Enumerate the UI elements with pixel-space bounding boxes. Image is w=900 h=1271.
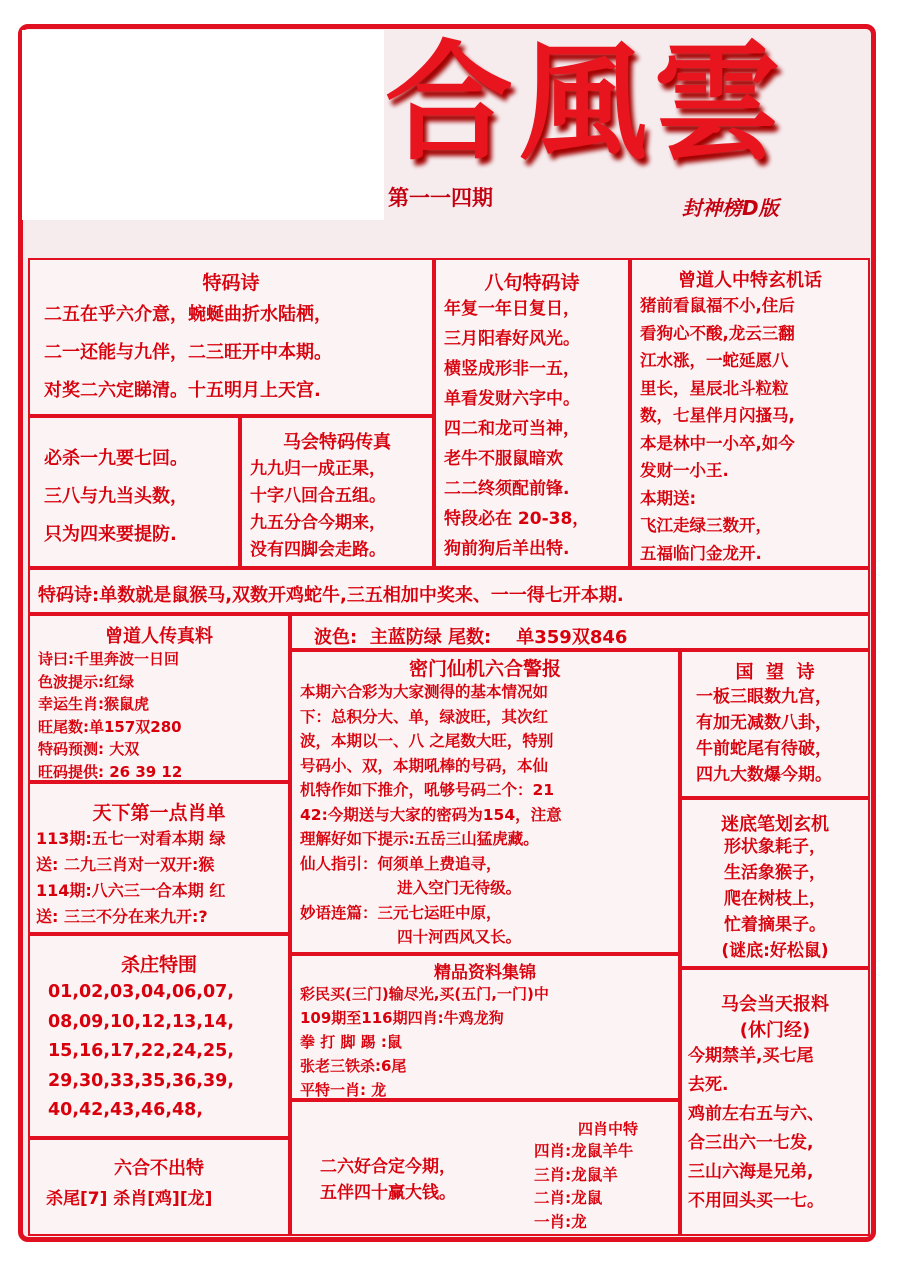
bajue-line: 四二和龙可当神，	[444, 419, 580, 439]
zdr-fax-line: 诗曰:千里奔波一日回	[38, 650, 179, 668]
buchu-text: 杀尾[7] 杀肖[鸡][龙]	[46, 1189, 213, 1209]
xuanji-line: 江水涨，一蛇延愿八	[640, 351, 789, 370]
mimen-line: 机特作如下推介，吼够号码二个：21	[300, 781, 555, 799]
mimen-line: 波，本期以一、八 之尾数大旺，特别	[300, 732, 554, 750]
bajue-line: 单看发财六字中。	[444, 389, 580, 409]
tianxia-panel	[28, 782, 290, 934]
tianxia-lines	[36, 826, 288, 930]
xuanji-line: 飞江走绿三数开，	[640, 516, 772, 535]
tema-poem-line: 对奖二六定睇清。十五明月上天宫.	[44, 380, 321, 401]
tema-poem-line: 二一还能与九伴，二三旺开中本期。	[44, 342, 332, 363]
guowang-line: 四九大数爆今期。	[696, 765, 832, 785]
masthead-title: 合風雲	[385, 28, 788, 178]
mahui-today-lines	[688, 1042, 870, 1216]
tema-poem-panel	[28, 258, 434, 416]
mimen-line: 号码小、双，本期吼棒的号码，本仙	[300, 756, 549, 775]
zdr-fax-title: 曾道人传真料	[105, 626, 213, 647]
guowang-title: 国 望 诗	[735, 662, 815, 683]
mahui-today-line: 合三出六一七发,	[688, 1133, 814, 1153]
zdr-fax-panel	[28, 614, 290, 782]
jingpin-line: 109期至116期四肖:牛鸡龙狗	[300, 1009, 504, 1027]
xuanji-line: 五福临门金龙开.	[640, 543, 762, 563]
buchu-title: 六合不出特	[114, 1158, 204, 1179]
banner-panel	[28, 568, 870, 614]
bisha-line: 只为四来要提防.	[44, 524, 177, 545]
mahui-today-panel	[680, 968, 870, 1236]
sixiao-line: 三肖:龙鼠羊	[534, 1165, 618, 1184]
mahui-fax-panel	[240, 416, 434, 568]
bose-panel	[290, 614, 870, 650]
bajue-line: 老牛不服鼠暗欢	[444, 449, 563, 469]
xuanji-line: 本是林中一小卒,如今	[640, 433, 795, 453]
mimen-line: 理解好如下提示:五岳三山猛虎藏。	[300, 830, 539, 848]
mahui-today-line: 去死.	[688, 1075, 729, 1095]
zdr-fax-line: 色波提示:红绿	[38, 672, 134, 691]
tianxia-title: 天下第一点肖单	[92, 802, 226, 824]
tema-poem-line: 二五在乎六介意，蜿蜒曲折水陆栖，	[44, 304, 332, 325]
guowang-panel	[680, 650, 870, 798]
mimen-line: 进入空门无待级。	[300, 879, 522, 897]
mimen-title: 密门仙机六合警报	[408, 658, 561, 680]
bose-text: 波色: 主蓝防绿 尾数: 单359双846	[314, 627, 628, 648]
mahui-today-title: 马会当天报料	[721, 994, 829, 1015]
midi-line: 形状象耗子，	[724, 837, 826, 857]
mimen-line: 下：总积分大、单，绿波旺，其次红	[300, 707, 549, 726]
tianxia-line: 114期:八六三一合本期 红	[36, 881, 226, 900]
guowang-line: 一板三眼数九宫，	[696, 687, 832, 707]
tianxia-line: 113期:五七一对看本期 绿	[36, 829, 226, 848]
shazhuang-line: 08,09,10,12,13,14,	[48, 1011, 235, 1032]
bajue-title: 八句特码诗	[484, 272, 580, 294]
buchu-panel	[28, 1138, 290, 1236]
jingpin-line: 张老三铁杀:6尾	[300, 1057, 407, 1075]
guowang-lines	[696, 684, 832, 788]
shazhuang-title: 杀庄特围	[120, 954, 197, 976]
erliu-line: 二六好合定今期，	[320, 1157, 456, 1177]
tema-poem-title: 特码诗	[202, 272, 260, 294]
bajue-line: 三月阳春好风光。	[444, 329, 580, 349]
midi-line: 生活象猴子，	[724, 863, 826, 883]
edition-label: 封神榜D版	[682, 196, 779, 220]
sixiao-lines	[534, 1140, 633, 1234]
bisha-lines	[44, 440, 188, 554]
bisha-panel	[28, 416, 240, 568]
mahui-fax-line: 九五分合今期来，	[250, 513, 386, 533]
mimen-line: 仙人指引：何须单上费追寻，	[300, 854, 502, 873]
shazhuang-lines	[48, 978, 234, 1126]
sixiao-title: 四肖中特	[578, 1120, 639, 1138]
xuanji-line: 看狗心不酸,龙云三翻	[640, 323, 795, 343]
tema-poem-lines	[44, 296, 332, 410]
zdr-fax-lines	[38, 648, 182, 783]
mimen-line: 妙语连篇：三元七运旺中原，	[300, 903, 502, 922]
xuanji-title: 曾道人中特玄机话	[678, 270, 822, 291]
bajue-line: 二二终须配前锋.	[444, 479, 570, 499]
jingpin-panel	[290, 954, 680, 1100]
xuanji-panel	[630, 258, 870, 568]
erliu-line: 五伴四十赢大钱。	[320, 1183, 456, 1203]
shazhuang-line: 40,42,43,46,48,	[48, 1100, 204, 1120]
mahui-fax-title: 马会特码传真	[283, 432, 391, 453]
bajue-line: 狗前狗后羊出特.	[444, 539, 570, 559]
mahui-fax-line: 九九归一成正果，	[250, 459, 386, 479]
sixiao-line: 二肖:龙鼠	[534, 1189, 603, 1207]
mimen-lines	[300, 680, 678, 950]
mimen-line: 42:今期送与大家的密码为154，注意	[300, 805, 562, 824]
shazhuang-panel	[28, 934, 290, 1138]
xuanji-line: 里长，星辰北斗粒粒	[640, 378, 789, 398]
bajue-lines	[444, 294, 589, 564]
jingpin-lines	[300, 982, 678, 1102]
guowang-line: 有加无减数八卦，	[696, 713, 832, 733]
masthead-blank-area	[22, 30, 384, 220]
jingpin-line: 拳 打 脚 踢 :鼠	[300, 1033, 402, 1051]
mahui-today-line: 不用回头买一七。	[688, 1191, 824, 1211]
mahui-today-line: 鸡前左右五与六、	[688, 1104, 824, 1124]
bajue-line: 年复一年日复日，	[444, 299, 580, 319]
guowang-line: 牛前蛇尾有待破，	[696, 739, 832, 759]
mahui-fax-line: 没有四脚会走路。	[250, 540, 386, 560]
jingpin-line: 平特一肖: 龙	[300, 1081, 387, 1099]
zdr-fax-line: 特码预测: 大双	[38, 740, 140, 758]
xuanji-line: 发财一小王.	[640, 461, 729, 480]
sixiao-line: 四肖:龙鼠羊牛	[534, 1142, 634, 1160]
bottom-middle-panel	[290, 1100, 680, 1236]
mimen-panel	[290, 650, 680, 954]
bajue-line: 特段必在 20-38，	[444, 509, 590, 529]
bajue-line: 横竖成形非一五，	[444, 359, 580, 379]
erliu-lines	[320, 1154, 456, 1206]
mahui-today-subtitle: (休门经)	[739, 1020, 811, 1041]
tianxia-line: 送: 二九三肖对一双开:猴	[36, 855, 215, 874]
tianxia-line: 送: 三三不分在来九开:?	[36, 907, 208, 926]
mahui-fax-line: 十字八回合五组。	[250, 486, 386, 506]
bisha-line: 必杀一九要七回。	[44, 448, 188, 469]
midi-panel	[680, 798, 870, 968]
midi-lines	[682, 834, 868, 964]
xuanji-line: 数，七星伴月闪搔马,	[640, 406, 795, 425]
shazhuang-line: 01,02,03,04,06,07,	[48, 982, 235, 1002]
midi-line: (谜底:好松鼠)	[721, 941, 829, 961]
shazhuang-line: 29,30,33,35,36,39,	[48, 1070, 235, 1091]
zdr-fax-line: 幸运生肖:猴鼠虎	[38, 695, 149, 713]
jingpin-line: 彩民买(三门)输尽光,买(五门,一门)中	[300, 985, 549, 1003]
banner-text: 特码诗:单数就是鼠猴马,双数开鸡蛇牛,三五相加中奖来、一一得七开本期.	[38, 585, 624, 606]
mimen-line: 四十河西风又长。	[300, 928, 522, 946]
mimen-line: 本期六合彩为大家测得的基本情况如	[300, 683, 549, 701]
midi-line: 爬在树枝上，	[724, 889, 826, 909]
mahui-today-line: 三山六海是兄弟,	[688, 1162, 814, 1182]
xuanji-lines	[640, 292, 868, 567]
mahui-today-line: 今期禁羊,买七尾	[688, 1046, 814, 1066]
shazhuang-line: 15,16,17,22,24,25,	[48, 1041, 235, 1061]
mahui-fax-lines	[250, 456, 386, 564]
bajue-panel	[434, 258, 630, 568]
sixiao-line: 一肖:龙	[534, 1212, 587, 1231]
jingpin-title: 精品资料集锦	[434, 963, 536, 983]
issue-number: 第一一四期	[388, 186, 493, 210]
bisha-line: 三八与九当头数，	[44, 486, 188, 507]
midi-line: 忙着摘果子。	[724, 915, 826, 935]
zdr-fax-line: 旺尾数:单157双280	[38, 717, 182, 736]
xuanji-line: 本期送:	[640, 488, 697, 508]
zdr-fax-line: 旺码提供: 26 39 12	[38, 762, 183, 781]
midi-title: 迷底笔划玄机	[721, 814, 829, 835]
xuanji-line: 猪前看鼠福不小,住后	[640, 296, 795, 315]
